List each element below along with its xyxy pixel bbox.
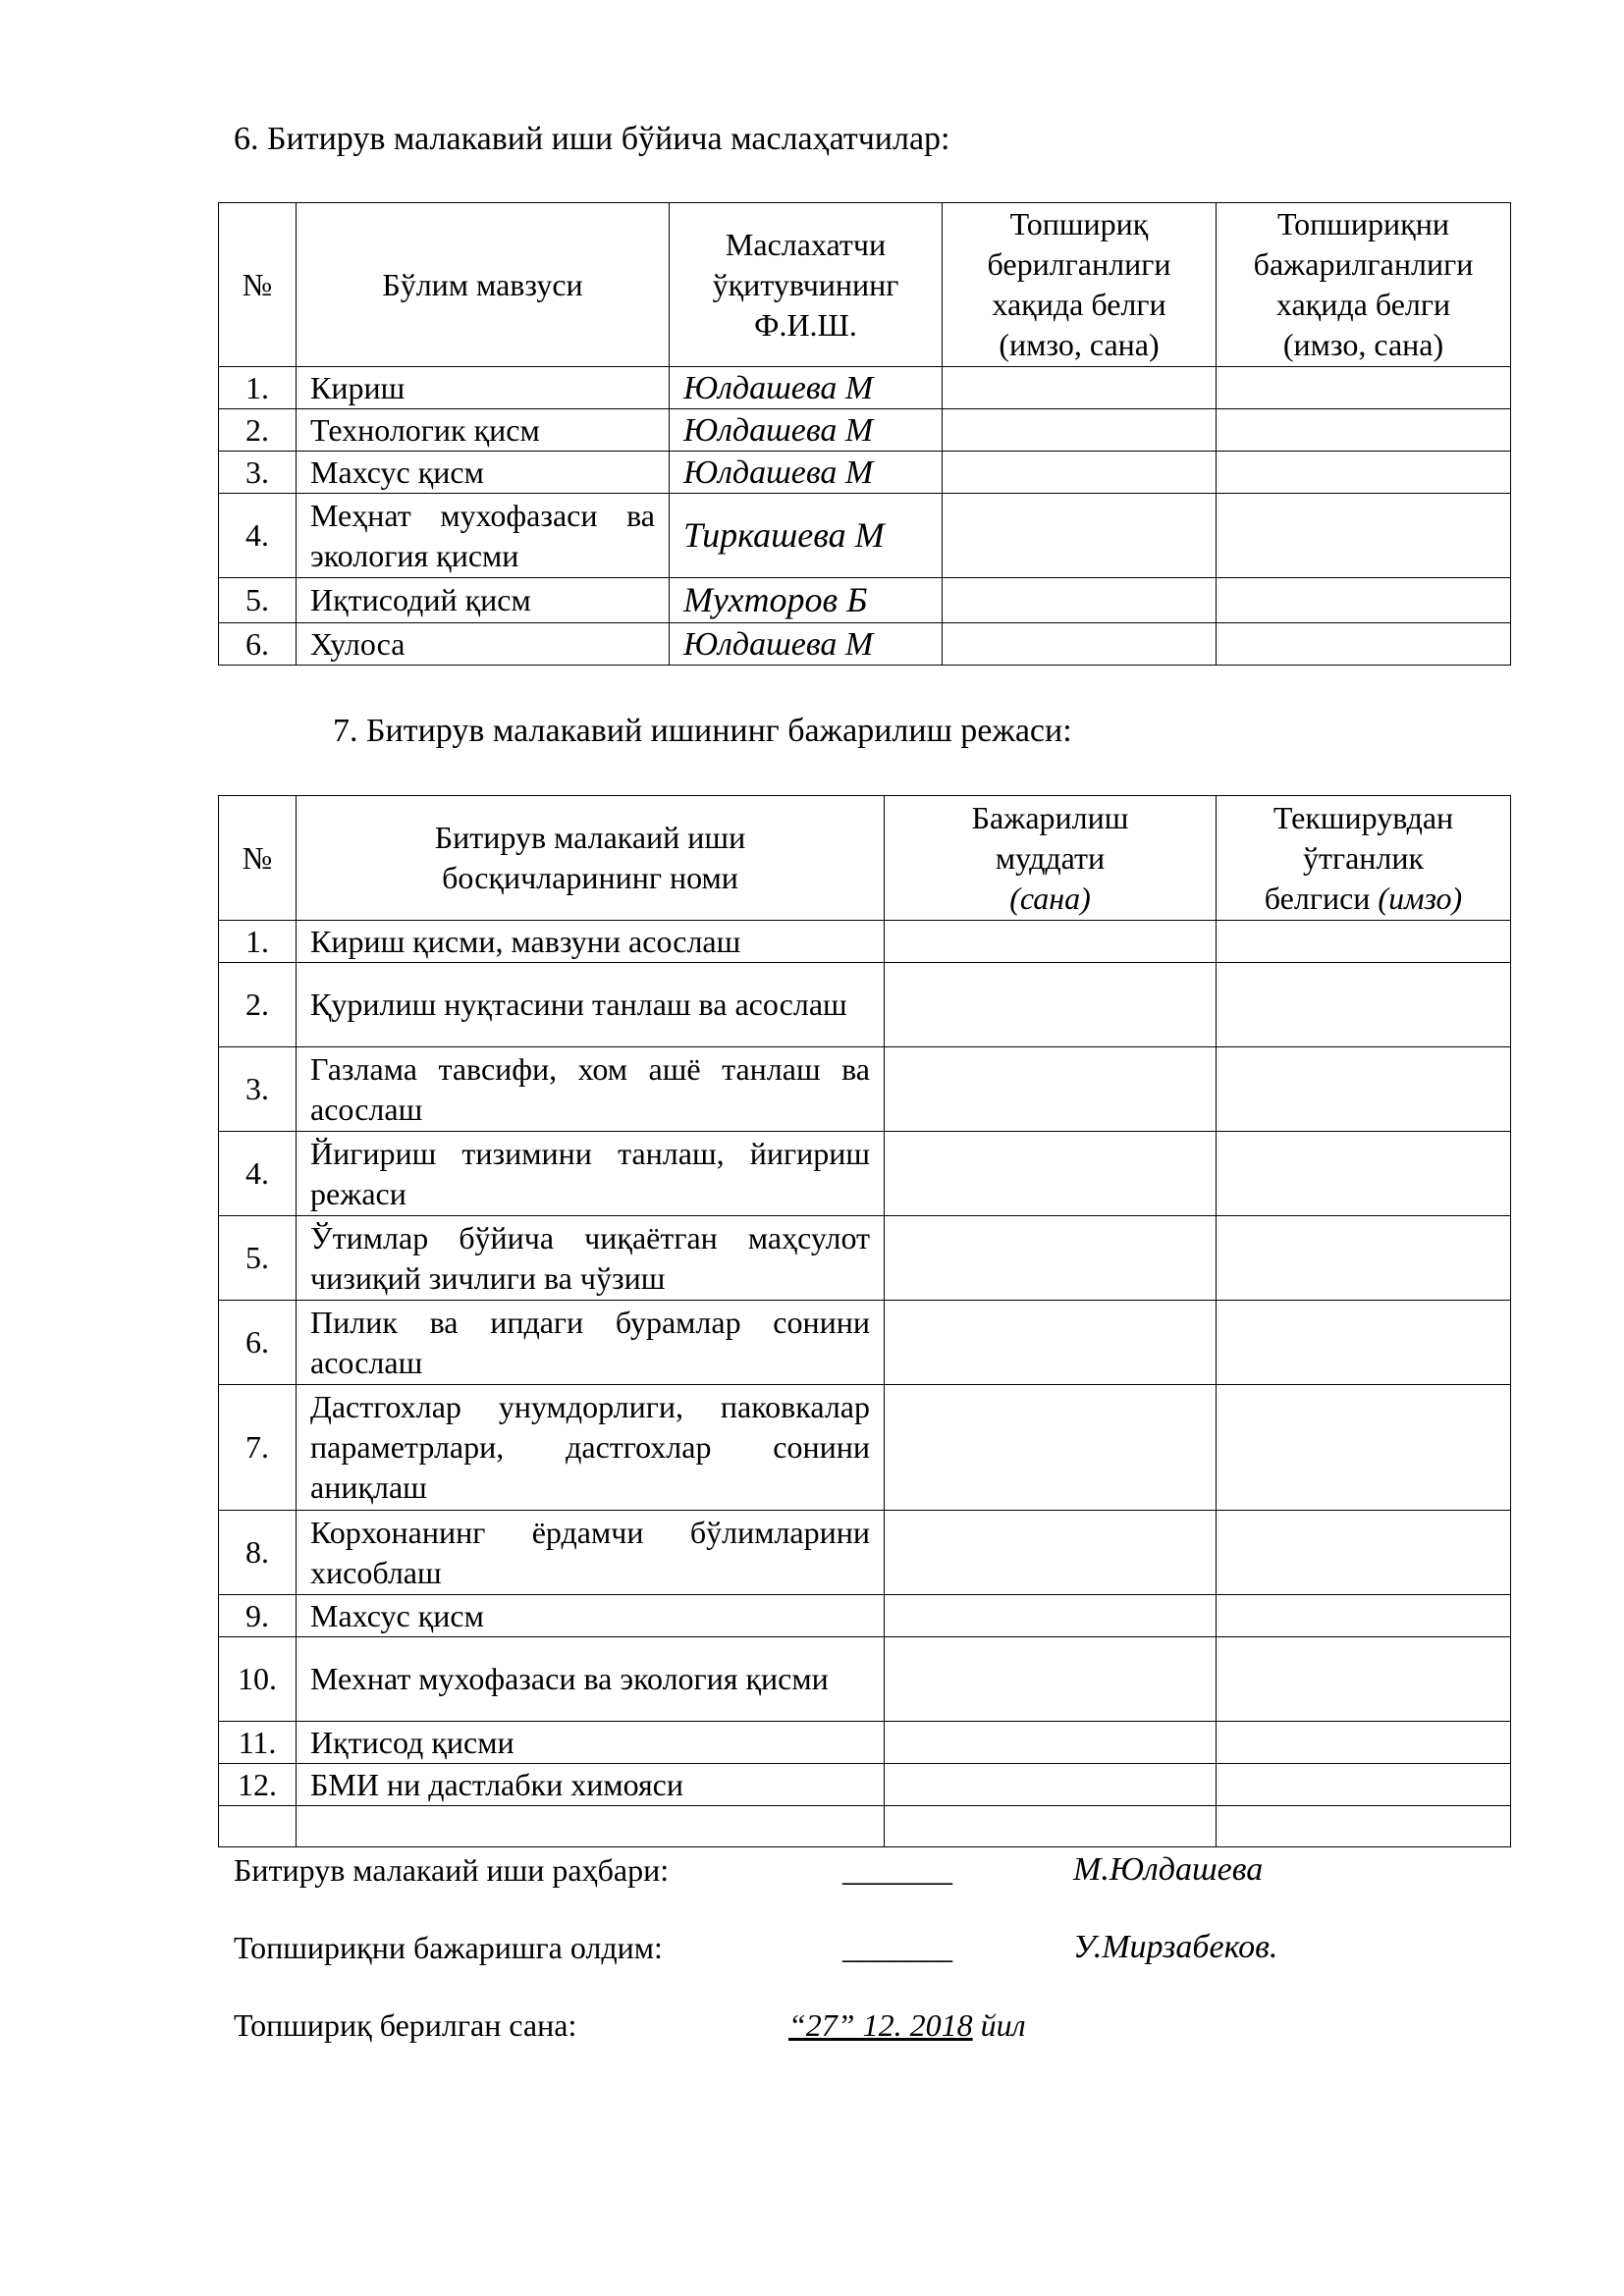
- col-check-l1: Текширувдан: [1272, 799, 1454, 835]
- date-value: “27” 12. 2018: [788, 2007, 973, 2043]
- row-topic: Меҳнат мухофазаси ва экология қисми: [297, 494, 670, 578]
- row-check-cell: [1217, 921, 1511, 963]
- student-name: У.Мирзабеков.: [1073, 1929, 1278, 1965]
- table-row: [219, 1385, 1511, 1511]
- table-row-empty: [219, 1806, 1511, 1847]
- supervisor-label: Битирув малакаий иши раҳбари:: [234, 1852, 670, 1888]
- row-number: 11.: [219, 1722, 297, 1764]
- col-advisor-l2: ўқитувчининг: [712, 266, 899, 302]
- table-row: [219, 367, 1511, 409]
- row-given-cell: [943, 578, 1217, 623]
- table-row: [219, 578, 1511, 623]
- row-deadline-cell: [885, 1806, 1217, 1847]
- row-number: 1.: [219, 921, 297, 963]
- row-advisor: Юлдашева М: [670, 367, 943, 409]
- col-check-l3b: (имзо): [1378, 880, 1463, 916]
- row-deadline-cell: [885, 963, 1217, 1047]
- row-advisor: Юлдашева М: [670, 409, 943, 452]
- row-done-cell: [1217, 578, 1511, 623]
- row-given-cell: [943, 409, 1217, 452]
- col-task-done: [1217, 203, 1511, 367]
- col-advisor-l3: Ф.И.Ш.: [754, 306, 857, 343]
- table-row: [219, 452, 1511, 494]
- row-stage: Газлама тавсифи, хом ашё танлаш ва асослаш: [297, 1047, 885, 1132]
- row-deadline-cell: [885, 921, 1217, 963]
- plan-table: [218, 795, 1511, 1847]
- row-done-cell: [1217, 409, 1511, 452]
- row-deadline-cell: [885, 1511, 1217, 1595]
- plan-header-row: [219, 796, 1511, 921]
- supervisor-name: М.Юлдашева: [1073, 1851, 1264, 1888]
- table-row: [219, 963, 1511, 1047]
- row-number: 12.: [219, 1764, 297, 1806]
- col-stage-l2: босқичларининг номи: [442, 860, 738, 895]
- row-number: 7.: [219, 1385, 297, 1511]
- col-stage: [297, 796, 885, 921]
- row-given-cell: [943, 623, 1217, 666]
- row-deadline-cell: [885, 1216, 1217, 1301]
- row-advisor: Тиркашева М: [670, 494, 943, 578]
- row-number: [219, 1806, 297, 1847]
- supervisor-signature-blank: _______: [842, 1852, 952, 1888]
- row-deadline-cell: [885, 1595, 1217, 1637]
- row-stage: Дастгохлар унумдорлиги, паковкалар параметрлари, дастгохлар сонини аниқлаш: [297, 1385, 885, 1511]
- row-check-cell: [1217, 1806, 1511, 1847]
- row-check-cell: [1217, 1511, 1511, 1595]
- row-stage: Кириш қисми, мавзуни асослаш: [297, 921, 885, 963]
- row-number: 2.: [219, 963, 297, 1047]
- row-check-cell: [1217, 1764, 1511, 1806]
- date-wrap: [788, 2005, 1026, 2045]
- table-row: [219, 1637, 1511, 1722]
- row-stage: Ўтимлар бўйича чиқаётган маҳсулот чизиқий зичлиги ва чўзиш: [297, 1216, 885, 1301]
- col-deadline-l3: (сана): [1009, 880, 1091, 916]
- row-check-cell: [1217, 1047, 1511, 1132]
- col-number: №: [219, 203, 297, 367]
- row-number: 8.: [219, 1511, 297, 1595]
- date-label: Топшириқ берилган сана:: [234, 2007, 577, 2043]
- advisors-table: [218, 202, 1511, 666]
- col-check-l3-wrap: [1217, 879, 1510, 919]
- col-given-l4: (имзо, сана): [999, 327, 1160, 362]
- row-check-cell: [1217, 1216, 1511, 1301]
- row-number: 4.: [219, 494, 297, 578]
- row-number: 2.: [219, 409, 297, 452]
- row-check-cell: [1217, 1301, 1511, 1385]
- table-row: [219, 1764, 1511, 1806]
- date-suffix: йил: [972, 2007, 1026, 2043]
- row-stage: Махсус қисм: [297, 1595, 885, 1637]
- col-given-l3: хақида белги: [992, 287, 1166, 322]
- row-check-cell: [1217, 1132, 1511, 1216]
- row-advisor: Мухторов Б: [670, 578, 943, 623]
- row-topic: Хулоса: [297, 623, 670, 666]
- row-given-cell: [943, 494, 1217, 578]
- table-row: [219, 409, 1511, 452]
- date-line: [234, 2005, 1412, 2045]
- row-stage: Иқтисод қисми: [297, 1722, 885, 1764]
- col-done-l4: (имзо, сана): [1282, 327, 1444, 362]
- section6-heading: 6. Битирув малакавий иши бўйича маслаҳатчилар:: [234, 121, 950, 157]
- col-done-l2: бажарилганлиги: [1253, 246, 1474, 282]
- table-row: [219, 1722, 1511, 1764]
- table-row: [219, 1301, 1511, 1385]
- row-given-cell: [943, 367, 1217, 409]
- row-deadline-cell: [885, 1047, 1217, 1132]
- col-deadline: [885, 796, 1217, 921]
- row-number: 3.: [219, 452, 297, 494]
- row-check-cell: [1217, 1385, 1511, 1511]
- row-number: 1.: [219, 367, 297, 409]
- advisors-header-row: [219, 203, 1511, 367]
- table-row: [219, 921, 1511, 963]
- row-number: 5.: [219, 1216, 297, 1301]
- table-row: [219, 1216, 1511, 1301]
- row-deadline-cell: [885, 1722, 1217, 1764]
- row-done-cell: [1217, 494, 1511, 578]
- section7-heading: 7. Битирув малакавий ишининг бажарилиш режаси:: [333, 713, 1072, 749]
- row-advisor: Юлдашева М: [670, 623, 943, 666]
- col-check-l3: белгиси: [1264, 880, 1379, 916]
- row-topic: Технологик қисм: [297, 409, 670, 452]
- table-row: [219, 1047, 1511, 1132]
- col-stage-l1: Битирув малакаий иши: [434, 820, 746, 855]
- row-stage: Қурилиш нуқтасини танлаш ва асослаш: [297, 963, 885, 1047]
- row-stage: [297, 1806, 885, 1847]
- row-stage: Мехнат мухофазаси ва экология қисми: [297, 1637, 885, 1722]
- received-signature-blank: _______: [842, 1930, 952, 1965]
- col-number: №: [219, 796, 297, 921]
- row-advisor: Юлдашева М: [670, 452, 943, 494]
- col-deadline-l1: Бажарилиш: [971, 799, 1129, 835]
- supervisor-signature-line: [234, 1850, 1412, 1890]
- row-number: 5.: [219, 578, 297, 623]
- row-given-cell: [943, 452, 1217, 494]
- row-topic: Махсус қисм: [297, 452, 670, 494]
- row-stage: Йигириш тизимини танлаш, йигириш режаси: [297, 1132, 885, 1216]
- row-topic: Кириш: [297, 367, 670, 409]
- row-number: 4.: [219, 1132, 297, 1216]
- received-label: Топшириқни бажаришга олдим:: [234, 1930, 663, 1965]
- row-topic: Иқтисодий қисм: [297, 578, 670, 623]
- table-row: [219, 1595, 1511, 1637]
- row-stage: Пилик ва ипдаги бурамлар сонини асослаш: [297, 1301, 885, 1385]
- row-check-cell: [1217, 1722, 1511, 1764]
- row-deadline-cell: [885, 1132, 1217, 1216]
- col-done-l1: Топшириқни: [1277, 206, 1449, 241]
- col-topic: Бўлим мавзуси: [297, 203, 670, 367]
- col-advisor-l1: Маслахатчи: [725, 226, 887, 262]
- row-deadline-cell: [885, 1637, 1217, 1722]
- row-stage: Корхонанинг ёрдамчи бўлимларини хисоблаш: [297, 1511, 885, 1595]
- row-check-cell: [1217, 1637, 1511, 1722]
- col-advisor: [670, 203, 943, 367]
- col-check-l2: ўтганлик: [1302, 839, 1425, 876]
- row-number: 6.: [219, 1301, 297, 1385]
- table-row: [219, 623, 1511, 666]
- col-given-l2: берилганлиги: [987, 246, 1171, 282]
- received-signature-line: [234, 1928, 1412, 1967]
- row-deadline-cell: [885, 1385, 1217, 1511]
- row-number: 10.: [219, 1637, 297, 1722]
- row-deadline-cell: [885, 1301, 1217, 1385]
- row-done-cell: [1217, 452, 1511, 494]
- row-number: 6.: [219, 623, 297, 666]
- col-given-l1: Топшириқ: [1009, 206, 1149, 241]
- table-row: [219, 494, 1511, 578]
- row-done-cell: [1217, 367, 1511, 409]
- table-row: [219, 1511, 1511, 1595]
- row-number: 3.: [219, 1047, 297, 1132]
- col-deadline-l2: муддати: [995, 839, 1106, 876]
- row-number: 9.: [219, 1595, 297, 1637]
- row-check-cell: [1217, 963, 1511, 1047]
- row-stage: БМИ ни дастлабки химояси: [297, 1764, 885, 1806]
- row-check-cell: [1217, 1595, 1511, 1637]
- col-task-given: [943, 203, 1217, 367]
- row-deadline-cell: [885, 1764, 1217, 1806]
- col-done-l3: хақида белги: [1275, 287, 1451, 322]
- row-done-cell: [1217, 623, 1511, 666]
- table-row: [219, 1132, 1511, 1216]
- col-check: [1217, 796, 1511, 921]
